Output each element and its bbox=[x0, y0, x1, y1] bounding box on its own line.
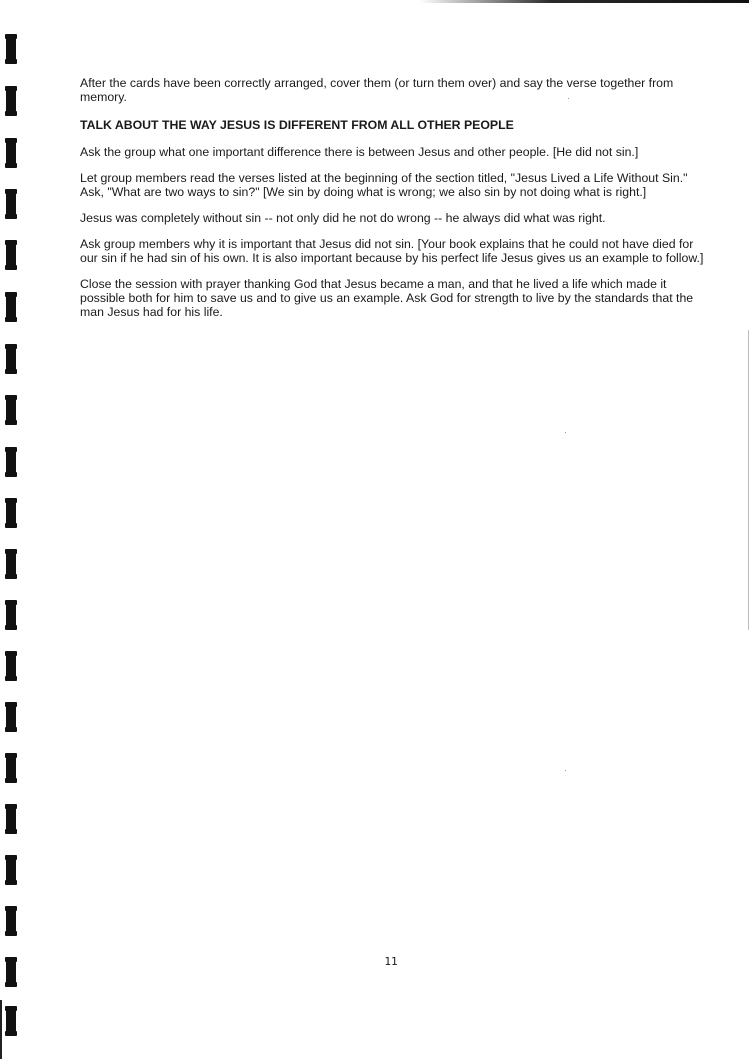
scan-speck bbox=[565, 770, 566, 771]
binder-hole bbox=[6, 447, 16, 477]
paragraph-importance: Ask group members why it is important that Jesus did not sin. [Your book explains that he could not have died for our sin if he had sin of his own. It is also important because by his perfect life Jesus gives us an example to follow.] bbox=[80, 237, 704, 265]
binder-hole bbox=[6, 344, 16, 374]
binder-hole bbox=[6, 189, 16, 219]
scan-edge-line bbox=[419, 0, 749, 3]
binder-hole bbox=[6, 34, 16, 64]
paragraph-without-sin: Jesus was completely without sin -- not only did he not do wrong -- he always did what was right. bbox=[80, 211, 606, 225]
paragraph-verses: Let group members read the verses listed at the beginning of the section titled, "Jesus Lived a Life Without Sin." Ask, "What are two ways to sin?" [We sin by doing what is wrong; we also sin by not doing what is right.] bbox=[80, 171, 688, 199]
paragraph-cards-memory: After the cards have been correctly arranged, cover them (or turn them over) and say the verse together from memory. bbox=[80, 76, 674, 104]
binder-hole bbox=[6, 240, 16, 270]
binder-hole bbox=[6, 498, 16, 528]
binder-hole bbox=[6, 600, 16, 630]
scan-left-edge bbox=[0, 1000, 2, 1059]
binder-hole bbox=[6, 753, 16, 783]
binder-hole bbox=[6, 906, 16, 936]
binder-hole bbox=[6, 292, 16, 322]
binder-hole bbox=[6, 395, 16, 425]
page-number: 11 bbox=[384, 955, 398, 968]
scan-speck bbox=[565, 432, 566, 433]
section-heading: TALK ABOUT THE WAY JESUS IS DIFFERENT FROM ALL OTHER PEOPLE bbox=[80, 118, 514, 132]
binder-hole bbox=[6, 702, 16, 732]
paragraph-closing-prayer: Close the session with prayer thanking God that Jesus became a man, and that he lived a life which made it possible both for him to save us and to give us an example. Ask God for strength to live by the standards that the man Jesus had for his life. bbox=[80, 277, 694, 319]
binder-hole bbox=[6, 651, 16, 681]
paragraph-difference: Ask the group what one important difference there is between Jesus and other people. [He did not sin.] bbox=[80, 145, 639, 159]
binder-hole bbox=[6, 855, 16, 885]
binder-holes bbox=[6, 0, 18, 1059]
document-body bbox=[80, 76, 712, 331]
binder-hole bbox=[6, 549, 16, 579]
binder-hole bbox=[6, 138, 16, 168]
binder-hole bbox=[6, 1006, 16, 1036]
binder-hole bbox=[6, 804, 16, 834]
binder-hole bbox=[6, 86, 16, 116]
